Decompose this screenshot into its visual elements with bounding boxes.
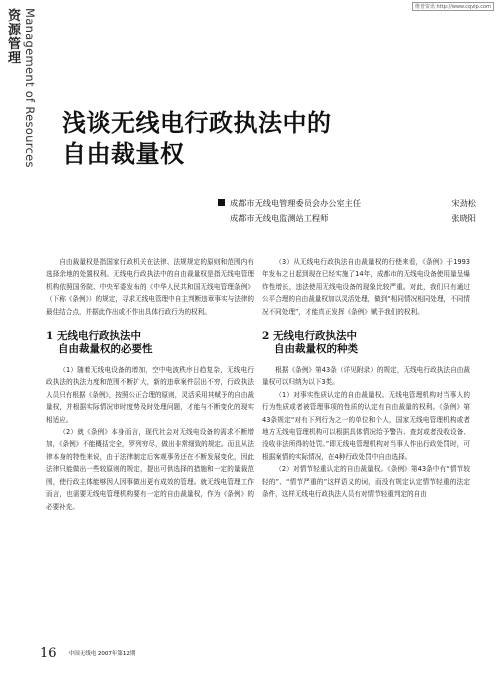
section-1-subtitle: 自由裁量权的必要性	[58, 343, 153, 356]
section-2-subtitle: 自由裁量权的种类	[274, 343, 358, 356]
page-number: 16	[40, 646, 57, 661]
intro-paragraph: 自由裁量权是指国家行政机关在法律、法规规定的原则和范围内有选择余地的处置权利。无线电行政执法中的自由裁量权是指无线电管理机构依照国务院、中央军委发布的《中华人民共和国无线电管理条例》（下称《条例》）的规定，寻求无线电管理中自主判断违章事实与法律的最佳结合点，并据此作出或不作出具体行政行为的权利。	[46, 258, 254, 316]
section-label-en: Management of Resources	[23, 8, 37, 168]
section-2-paragraph-2: （1）对事实性质认定的自由裁量权。无线电管理机构对当事人的行为性质或者被管理事项的性质的认定有自由裁量的权利。《条例》第43条规定“对有下列行为之一的单位和个人，国家无线电管理机构或者地方无线电管理机构可以根据具体情况给予警告、查封或者没收设备、没收非法所得的处罚。”即无线电管理机构对当事人作出行政处罚时，可根据案情的实际情况，在4种行政处罚中自由选择。	[262, 390, 470, 461]
section-label-cn: 资源管理	[8, 9, 22, 66]
author-2-name: 张晓阳	[451, 213, 476, 223]
title-line-2: 自由裁量权	[62, 140, 185, 168]
author-block	[218, 196, 476, 226]
page-footer	[40, 646, 135, 661]
section-1-paragraph-2: （2）就《条例》本身而言，现代社会对无线电设备的需求不断增加，《条例》不能概括完全，罗列穷尽，做出非常细致的规定。而且从法律本身的特性来说，由于法律制定后客观事务还在不断发展变化，因此法律只能做出一些较原则的规定，提出可供选择的措施和一定的量裁范围，使行政主体能够因人因事做出更有成效的管理。就无线电管理工作而言，也需要无线电管理机构要有一定的自由裁量权，作为《条例》的必要补充。	[46, 428, 254, 511]
watermark: 维普资讯 http://www.cqvip.com	[412, 2, 494, 11]
author-1-org: 成都市无线电管理委员会办公室主任	[230, 198, 362, 208]
section-1-paragraph-1: （1）随着无线电设备的增加，空中电波秩序日趋复杂，无线电行政执法的执法力度和范围不断扩大，新的违章案件层出不穷，行政执法人员只有根据《条例》，按照公正合理的原则，灵活采用其赋予的自由裁量权，并根据实际情况审时度势及时处理问题，才能与不断变化的现实相适应。	[46, 366, 254, 424]
section-2-paragraph-3: （2）对情节轻重认定的自由裁量权。《条例》第43条中有“情节较轻的”、“情节严重的”这样语义的词，而没有规定认定情节轻重的法定条件，这样无线电行政执法人员有对情节轻重判定的自由	[262, 465, 470, 499]
section-2-heading	[262, 330, 470, 356]
section-2-paragraph-1: 根据《条例》第43条（详见附录）的规定，无线电行政执法自由裁量权可以归纳为以下3类。	[262, 366, 470, 387]
square-bullet-icon	[218, 199, 225, 206]
right-column	[262, 256, 470, 501]
author-1-name: 宋劲松	[451, 198, 476, 208]
section-2-title: 2 无线电行政执法中	[262, 330, 357, 343]
publication-info: 中国无线电 2007年第12期	[68, 651, 136, 657]
section-1-paragraph-3: （3）从无线电行政执法自由裁量权的行使来看，《条例》于1993年发布之日起到现在已经实施了14年，成都市的无线电设备使用量呈爆炸性增长，违法使用无线电设备的现象比较严重。对此，我们只有通过公平合理的自由裁量权加以灵活处理，做到“相同情况相同处理，不同情况不同处理”，才能真正发挥《条例》赋予我们的权利。	[262, 258, 470, 316]
article-title	[62, 108, 332, 170]
left-column	[46, 256, 254, 513]
title-line-1: 浅谈无线电行政执法中的	[62, 109, 332, 137]
section-1-title: 1 无线电行政执法中	[46, 330, 141, 343]
author-2-org: 成都市无线电监测站工程师	[230, 213, 329, 223]
section-1-heading	[46, 330, 254, 356]
